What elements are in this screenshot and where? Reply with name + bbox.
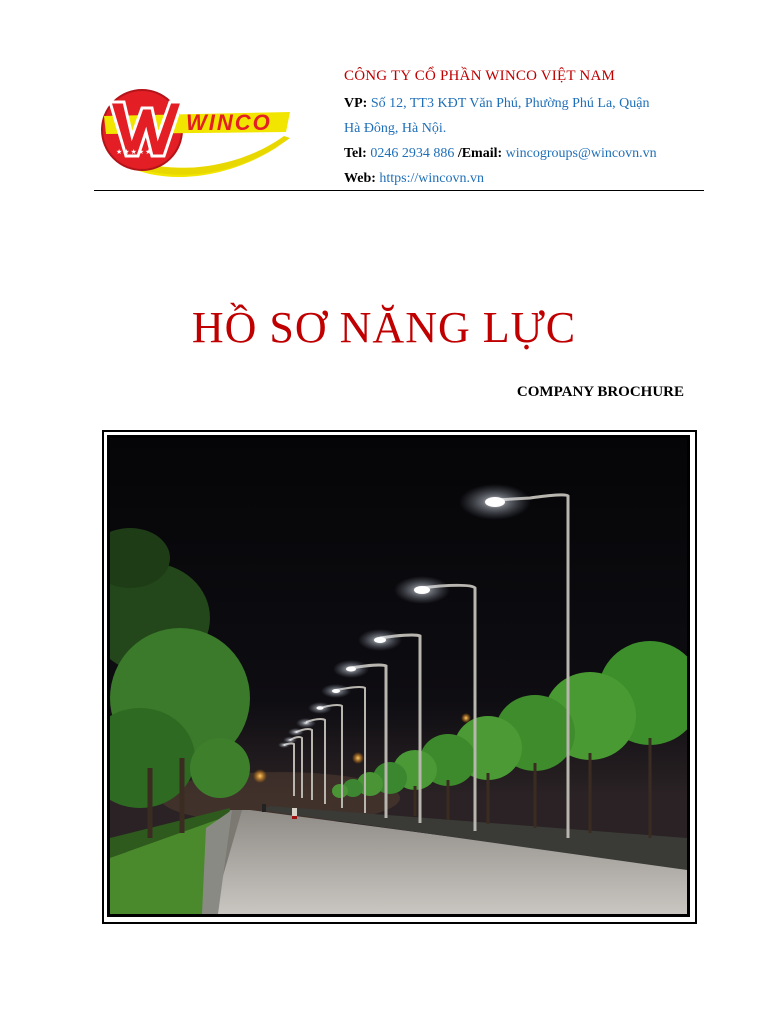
office-label: VP xyxy=(344,96,363,111)
logo-stars: ★★★★★ xyxy=(116,148,153,156)
cover-photo-frame xyxy=(102,430,697,924)
office-address-line-2: Hà Đông, Hà Nội. xyxy=(344,121,447,136)
email-link[interactable]: wincogroups@wincovn.vn xyxy=(505,146,657,161)
logo-text: WINCO xyxy=(186,110,272,135)
office-colon: : xyxy=(362,96,368,111)
street-lights-night-photo xyxy=(110,438,687,914)
tel-colon: : xyxy=(362,146,367,161)
web-colon: : xyxy=(371,171,376,186)
winco-logo-icon xyxy=(94,72,304,192)
email-colon: : xyxy=(497,146,503,161)
page-subtitle: COMPANY BROCHURE xyxy=(516,384,684,400)
page-title: HỒ SƠ NĂNG LỰC xyxy=(191,303,577,352)
office-address-line-1 xyxy=(344,91,700,116)
header-divider xyxy=(94,190,704,191)
company-info xyxy=(344,64,700,191)
tel-value[interactable]: 0246 2934 886 xyxy=(370,146,455,161)
company-logo xyxy=(94,72,304,192)
web-line xyxy=(344,166,700,191)
email-label: Email xyxy=(461,146,498,161)
web-label: Web xyxy=(344,171,372,186)
contact-line xyxy=(344,141,700,166)
company-name: CÔNG TY CỔ PHẦN WINCO VIỆT NAM xyxy=(344,68,616,84)
email-separator: / xyxy=(457,146,462,161)
tel-label: Tel xyxy=(344,146,363,161)
web-link[interactable]: https://wincovn.vn xyxy=(379,171,485,186)
office-address: Số 12, TT3 KĐT Văn Phú, Phường Phú La, Quận xyxy=(370,96,650,111)
